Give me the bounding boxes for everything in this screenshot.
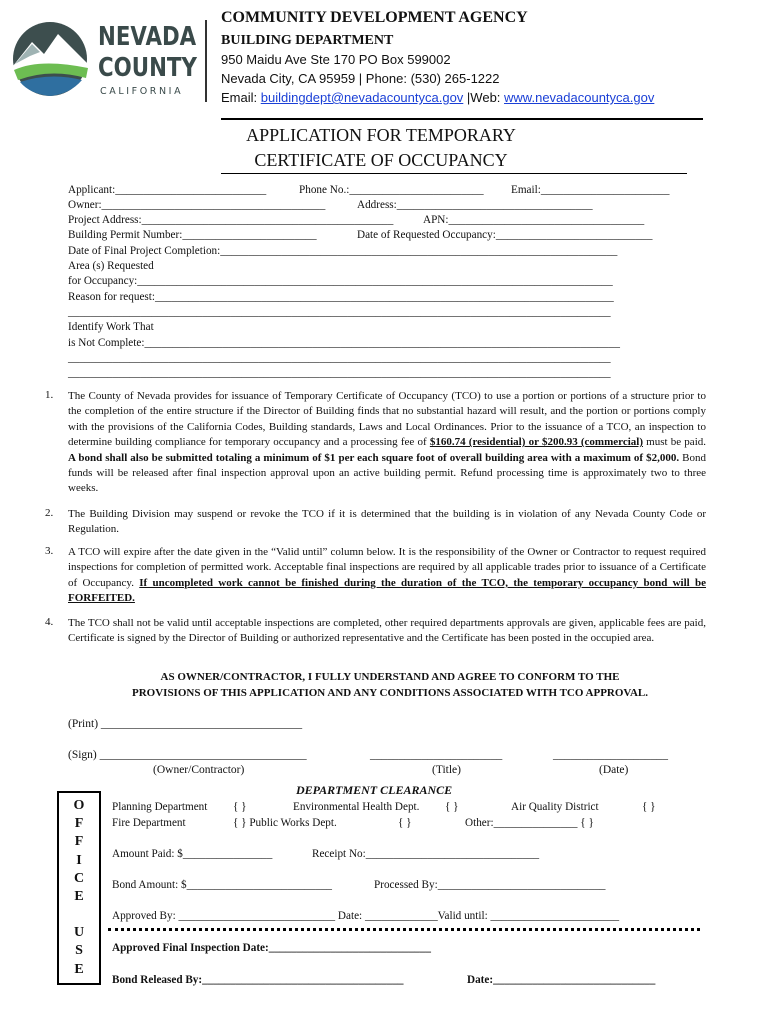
amount-paid-field[interactable]: Amount Paid: $________________	[112, 848, 273, 860]
office-use-letters: O F F I C E U S E	[73, 798, 85, 977]
item-3-text: A TCO will expire after the date given in the “Valid until” column below. It is the responsibility of the Owner or Contractor to request required inspections for completion of permitted work. Acceptable final inspections are required by all applicable trades prior to issuance of a Certificate of Occupancy. If uncompleted work cannot be finished during the duration of the TCO, the temporary occupancy bond will be FORFEITED.	[68, 546, 707, 605]
planning-dept-checkbox[interactable]: { }	[233, 801, 247, 813]
other-dept-field[interactable]: Other:_______________ { }	[465, 817, 594, 829]
item-4-text: The TCO shall not be valid until acceptable inspections are completed, other required departments approvals are given, applicable fees are paid, Certificate is signed by the Director of Building or authorized representative and the Certificate has been posted in the occupied area.	[68, 617, 706, 645]
bond-requirement: A bond shall also be submitted totaling a minimum of $1 per each square foot of overall building area with a maximum of $2,000.	[68, 451, 680, 464]
agreement-line-1: AS OWNER/CONTRACTOR, I FULLY UNDERSTAND AND AGREE TO CONFORM TO THE	[160, 671, 620, 683]
agency-name: COMMUNITY DEVELOPMENT AGENCY	[221, 9, 528, 26]
air-quality-checkbox[interactable]: { }	[642, 801, 656, 813]
item-number: 4.	[45, 616, 54, 628]
contact-line	[221, 90, 654, 105]
owner-field[interactable]: Owner:________________________________________	[68, 199, 326, 211]
permit-number-field[interactable]: Building Permit Number:________________________	[68, 229, 317, 241]
address-line-2: Nevada City, CA 95959 | Phone: (530) 265-1222	[221, 71, 500, 86]
address-line-1: 950 Maidu Ave Ste 170 PO Box 599002	[221, 52, 451, 67]
county-logo	[10, 20, 200, 102]
reason-blank-line[interactable]: _________________________________________________________________________________________________	[68, 306, 611, 318]
agreement-line-2: PROVISIONS OF THIS APPLICATION AND ANY CONDITIONS ASSOCIATED WITH TCO APPROVAL.	[132, 687, 648, 699]
receipt-number-field[interactable]: Receipt No:_______________________________	[312, 848, 540, 860]
title-label: (Title)	[432, 764, 461, 776]
incomplete-blank-line-2[interactable]: _________________________________________________________________________________________________	[68, 367, 611, 379]
header-divider	[205, 20, 207, 102]
email-label: Email:	[221, 90, 261, 105]
date-field[interactable]: ____________________	[553, 749, 668, 761]
mountain-icon	[10, 20, 92, 98]
email-link[interactable]: buildingdept@nevadacountyca.gov	[260, 90, 464, 105]
bond-released-by-field[interactable]: Bond Released By:____________________________________	[112, 974, 404, 986]
bond-amount-field[interactable]: Bond Amount: $__________________________	[112, 879, 333, 891]
applicant-field[interactable]: Applicant:___________________________	[68, 184, 267, 196]
fire-dept-label: Fire Department	[112, 817, 186, 829]
print-name-field[interactable]: (Print) ___________________________________	[68, 718, 303, 730]
department-name: BUILDING DEPARTMENT	[221, 33, 394, 48]
department-clearance-heading: DEPARTMENT CLEARANCE	[296, 783, 453, 797]
tco-fee: $160.74 (residential) or $200.93 (commercial)	[429, 436, 643, 449]
apn-field[interactable]: APN:___________________________________	[423, 214, 645, 226]
item-1-text: The County of Nevada provides for issuance of Temporary Certificate of Occupancy (TCO) to use a portion or portions of a structure prior to the completion of the entire structure if the Director of Building finds that no substantial hazard will result, and the portion or portions comply with the provisions of the California Codes, Building standards, Laws and Local Ordinances. Prior to the issuance of a TCO, an inspection to determine building compliance for temporary occupancy and a processing fee of $160.74 (residential) or $200.93 (commercial) must be paid. A bond shall also be submitted totaling a minimum of $1 per each square foot of overall building area with a maximum of $2,000. Bond funds will be released after final inspection approval upon an active building permit. Refund processing time is approximately two to three weeks.	[68, 390, 707, 495]
logo-text-nevada: NEVADA	[98, 22, 197, 52]
address-field[interactable]: Address:___________________________________	[357, 199, 593, 211]
env-health-label: Environmental Health Dept.	[293, 801, 420, 813]
owner-contractor-label: (Owner/Contractor)	[153, 764, 245, 776]
area-requested-field[interactable]: for Occupancy:_____________________________________________________________________________________	[68, 275, 613, 287]
logo-text-california: CALIFORNIA	[100, 86, 184, 97]
reason-field[interactable]: Reason for request:__________________________________________________________________________________	[68, 291, 614, 303]
air-quality-label: Air Quality District	[511, 801, 599, 813]
env-health-checkbox[interactable]: { }	[445, 801, 459, 813]
final-inspection-date-field[interactable]: Approved Final Inspection Date:_____________________________	[112, 942, 431, 954]
incomplete-blank-line-1[interactable]: _________________________________________________________________________________________________	[68, 352, 611, 364]
item-2-text: The Building Division may suspend or revoke the TCO if it is determined that the building is in violation of any Nevada County Code or Regulation.	[68, 508, 706, 536]
incomplete-work-field[interactable]: is Not Complete:_____________________________________________________________________________________	[68, 337, 620, 349]
web-label: |Web:	[463, 90, 505, 105]
requested-date-field[interactable]: Date of Requested Occupancy:____________________________	[357, 229, 653, 241]
phone-field[interactable]: Phone No.:________________________	[299, 184, 484, 196]
public-works-checkbox[interactable]: { }	[398, 817, 412, 829]
bond-released-date-field[interactable]: Date:_____________________________	[467, 974, 656, 986]
forfeit-warning: If uncompleted work cannot be finished during the duration of the TCO, the temporary occupancy bond will be FORFEITED.	[68, 576, 707, 605]
title-rule	[221, 173, 687, 174]
signature-field[interactable]: (Sign) ____________________________________	[68, 749, 307, 761]
dotted-divider	[108, 928, 700, 931]
form-title-line-1: APPLICATION FOR TEMPORARY	[246, 125, 516, 145]
form-title-line-2: CERTIFICATE OF OCCUPANCY	[254, 150, 508, 170]
logo-text-county: COUNTY	[98, 53, 197, 83]
processed-by-field[interactable]: Processed By:______________________________	[374, 879, 606, 891]
project-address-field[interactable]: Project Address:_____________________________________________	[68, 214, 394, 226]
email-field[interactable]: Email:_______________________	[511, 184, 670, 196]
planning-dept-label: Planning Department	[112, 801, 208, 813]
item-number: 3.	[45, 545, 54, 557]
area-requested-label: Area (s) Requested	[68, 260, 154, 272]
web-link[interactable]: www.nevadacountyca.gov	[504, 90, 655, 105]
public-works-field[interactable]: { } Public Works Dept.	[233, 817, 337, 829]
item-number: 2.	[45, 507, 54, 519]
date-label: (Date)	[599, 764, 629, 776]
final-completion-field[interactable]: Date of Final Project Completion:_______________________________________________________________________	[68, 245, 618, 257]
header-rule	[221, 118, 703, 120]
approved-by-field[interactable]: Approved By: ____________________________ Date: _____________Valid until: _______________________	[112, 910, 620, 922]
identify-work-label: Identify Work That	[68, 321, 154, 333]
title-field[interactable]: _______________________	[370, 749, 503, 761]
item-number: 1.	[45, 389, 54, 401]
